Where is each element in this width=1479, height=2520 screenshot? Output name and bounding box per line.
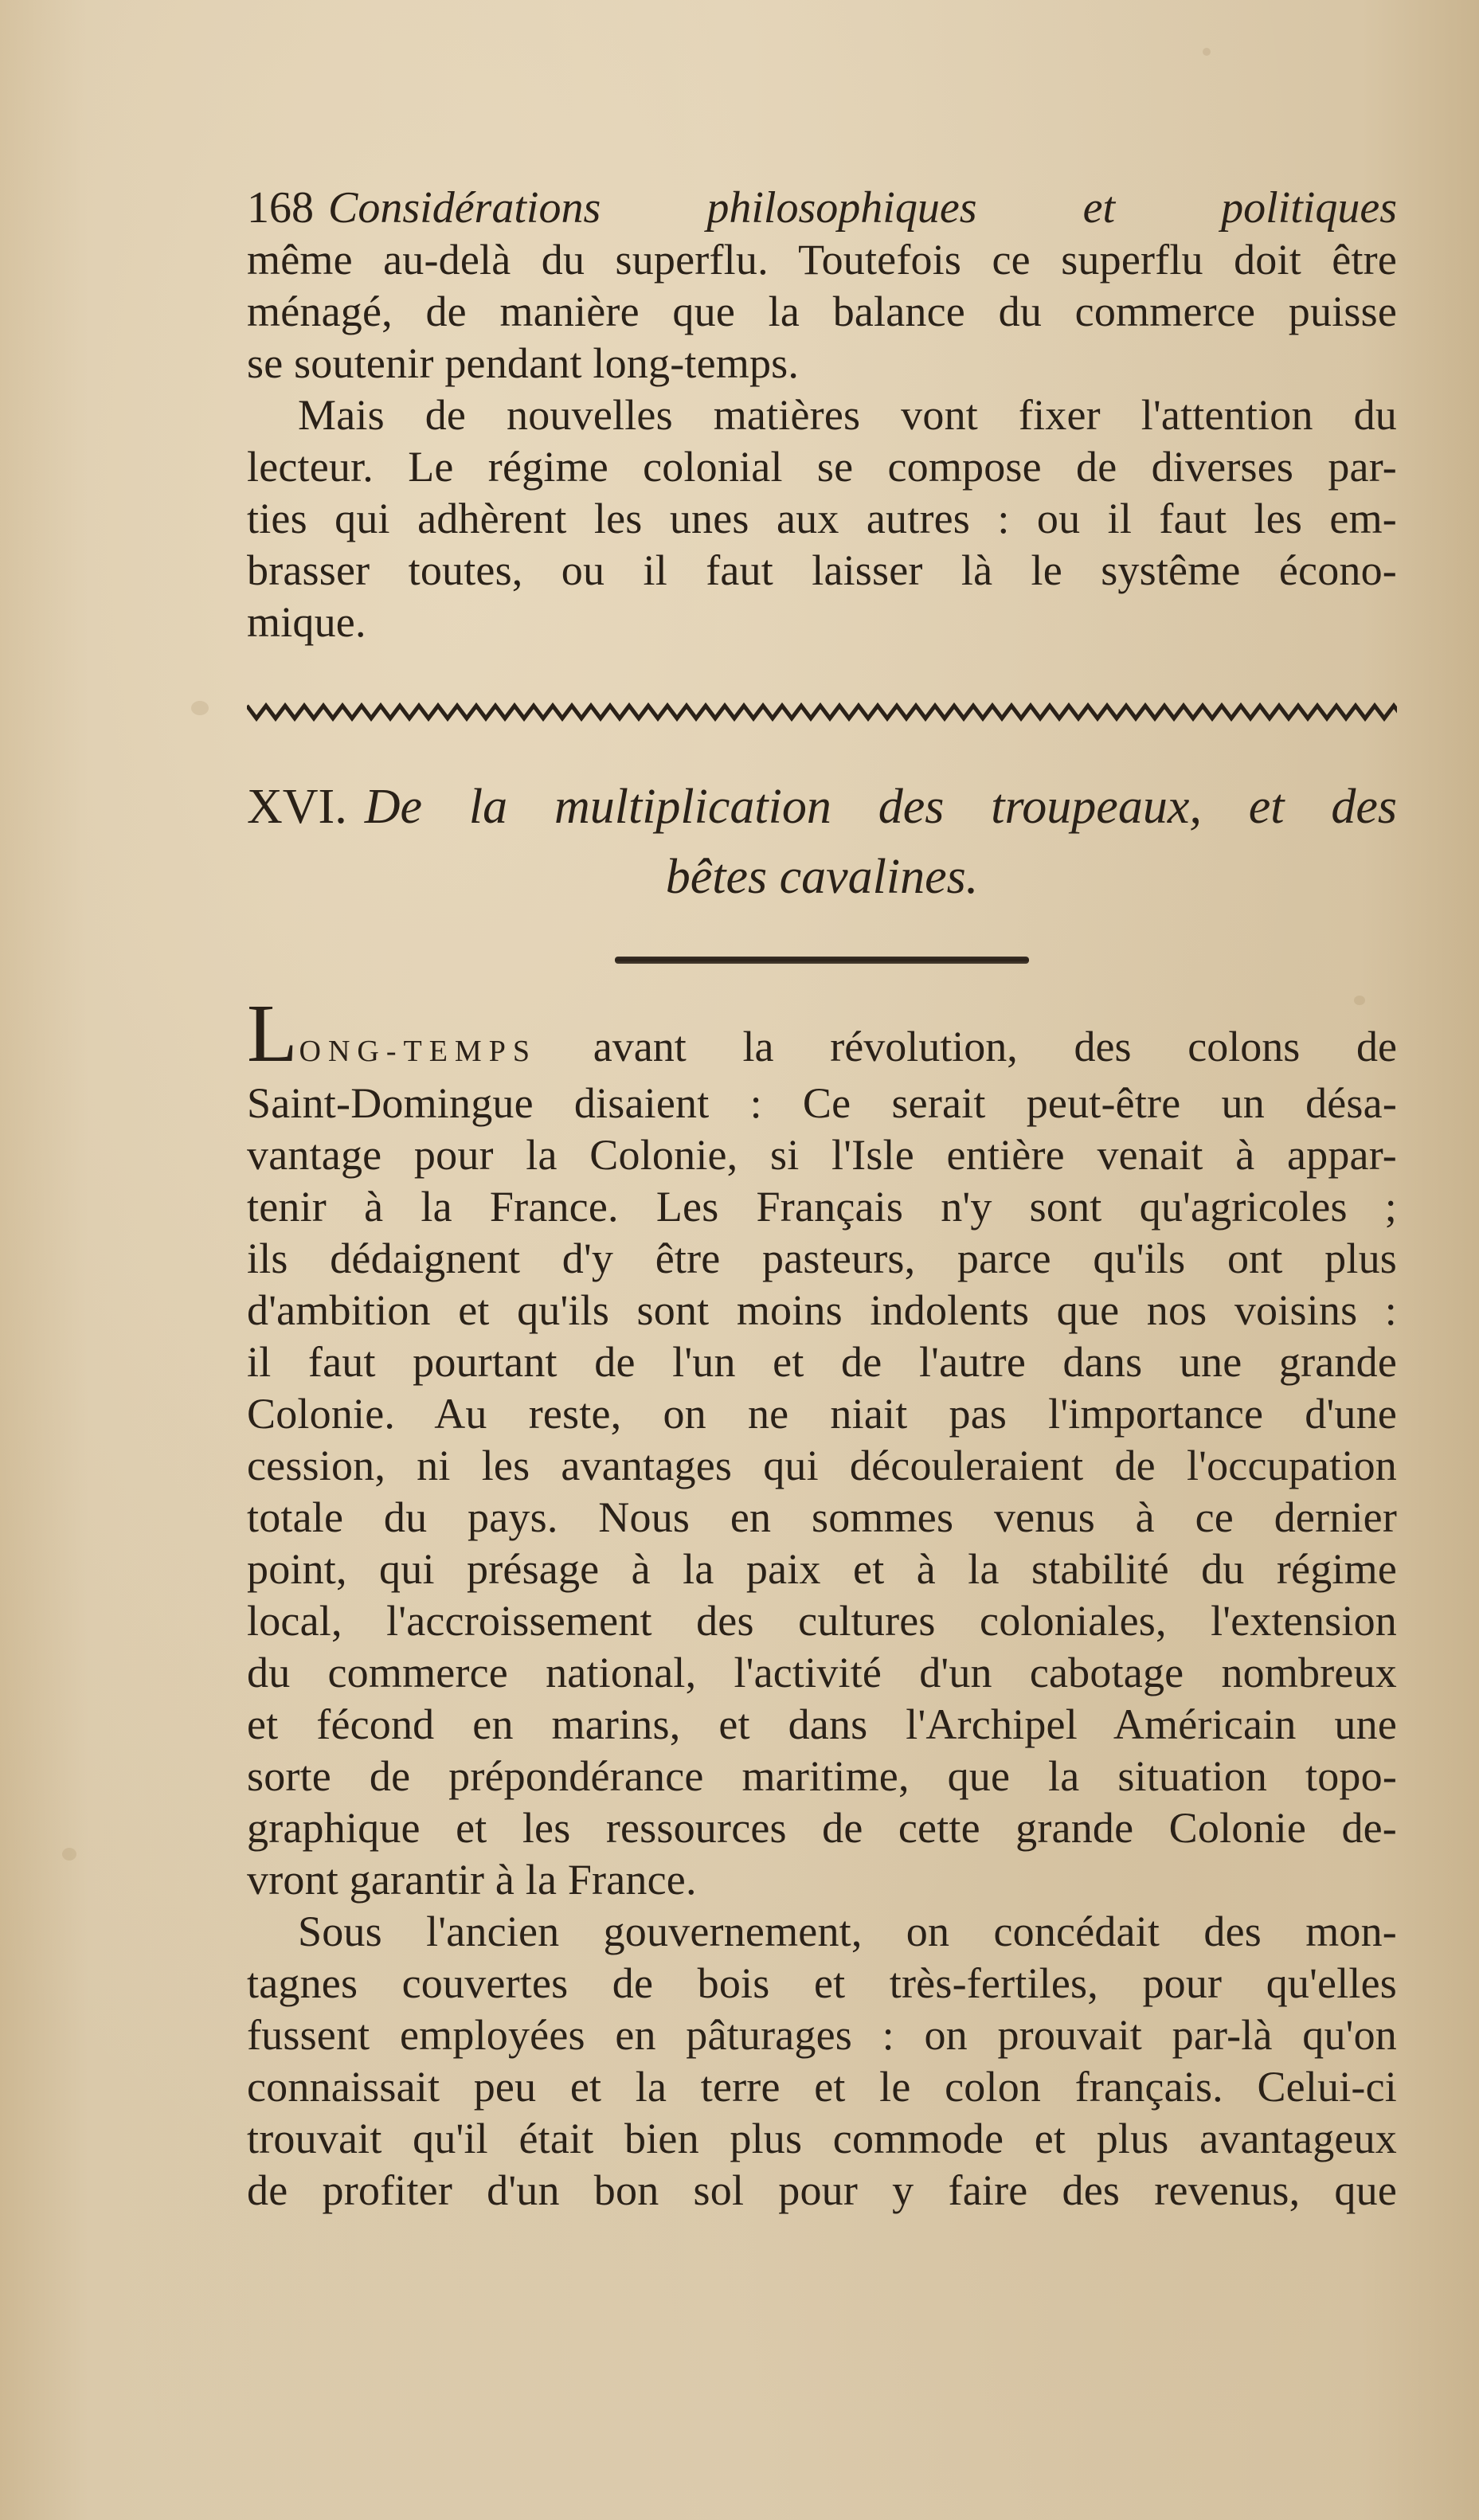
text-line: d'ambition et qu'ils sont moins indolents que nos voisins :	[247, 1286, 1397, 1334]
text-line: tenir à la France. Les Français n'y sont qu'agricoles ;	[247, 1183, 1397, 1231]
chapter-heading	[247, 772, 1397, 912]
paragraph-2	[247, 389, 1397, 648]
text-line: totale du pays. Nous en sommes venus à ce dernier	[247, 1493, 1397, 1541]
paper-stain	[1203, 48, 1211, 56]
text-line: brasser toutes, ou il faut laisser là le systême écono-	[247, 546, 1397, 594]
running-title: Considérations philosophiques et politiques	[328, 183, 1397, 233]
wavy-ornament-divider	[247, 695, 1397, 726]
text-line: point, qui présage à la paix et à la stabilité du régime	[247, 1545, 1397, 1593]
text-line: du commerce national, l'activité d'un cabotage nombreux	[247, 1649, 1397, 1696]
text-line: vantage pour la Colonie, si l'Isle entière venait à appar-	[247, 1131, 1397, 1179]
text-line: tagnes couvertes de bois et très-fertiles, pour qu'elles	[247, 1959, 1397, 2007]
text-line: il faut pourtant de l'un et de l'autre dans une grande	[247, 1338, 1397, 1386]
text-line: de profiter d'un bon sol pour y faire des revenus, que	[247, 2166, 1397, 2214]
text-line: connaissait peu et la terre et le colon français. Celui-ci	[247, 2063, 1397, 2111]
text-line: Colonie. Au reste, on ne niait pas l'importance d'une	[247, 1390, 1397, 1438]
paragraph-3	[247, 988, 1397, 1906]
text-line: local, l'accroissement des cultures coloniales, l'extension	[247, 1597, 1397, 1645]
paper-stain	[62, 1848, 76, 1861]
text-line: ménagé, de manière que la balance du commerce puisse	[247, 288, 1397, 335]
paragraph-1	[247, 234, 1397, 389]
text-line: lecteur. Le régime colonial se compose de diverses par-	[247, 443, 1397, 491]
text-line: mique.	[247, 598, 366, 646]
text-line: graphique et les ressources de cette grande Colonie de-	[247, 1804, 1397, 1852]
paragraph-4	[247, 1906, 1397, 2217]
dropcap-line	[247, 988, 1397, 1079]
text-line: même au-delà du superflu. Toutefois ce superflu doit être	[247, 236, 1397, 284]
chapter-number: XVI.	[247, 780, 347, 834]
text-line: ils dédaignent d'y être pasteurs, parce qu'ils ont plus	[247, 1235, 1397, 1282]
paper-stain	[191, 701, 209, 715]
running-head	[247, 182, 1397, 234]
text-line: et fécond en marins, et dans l'Archipel Américain une	[247, 1700, 1397, 1748]
chapter-heading-line-1	[247, 772, 1397, 842]
page-number: 168	[247, 183, 314, 233]
text-line: ties qui adhèrent les unes aux autres : ou il faut les em-	[247, 495, 1397, 542]
horizontal-rule	[615, 957, 1029, 964]
small-caps-word: ONG-TEMPS	[299, 1035, 537, 1068]
wavy-ornament-path	[247, 706, 1397, 718]
text-line: sorte de prépondérance maritime, que la situation topo-	[247, 1752, 1397, 1800]
text-line: fussent employées en pâturages : on prouvait par-là qu'on	[247, 2011, 1397, 2059]
drop-capital: L	[247, 988, 299, 1079]
text-line: Mais de nouvelles matières vont fixer l'attention du	[298, 391, 1397, 439]
first-line-rest: avant la révolution, des colons de	[593, 1023, 1397, 1070]
page-text	[247, 182, 1397, 2217]
text-line: vront garantir à la France.	[247, 1856, 697, 1904]
chapter-title-part-2: bêtes cavalines.	[665, 850, 979, 904]
text-line: Sous l'ancien gouvernement, on concédait des mon-	[298, 1908, 1397, 1955]
text-line: Saint-Domingue disaient : Ce serait peut-être un désa-	[247, 1079, 1397, 1127]
chapter-title-part-1: De la multiplication des troupeaux, et des	[364, 780, 1397, 834]
text-line: cession, ni les avantages qui découleraient de l'occupation	[247, 1442, 1397, 1489]
text-line: trouvait qu'il était bien plus commode et plus avantageux	[247, 2115, 1397, 2162]
text-line: se soutenir pendant long-temps.	[247, 339, 800, 387]
